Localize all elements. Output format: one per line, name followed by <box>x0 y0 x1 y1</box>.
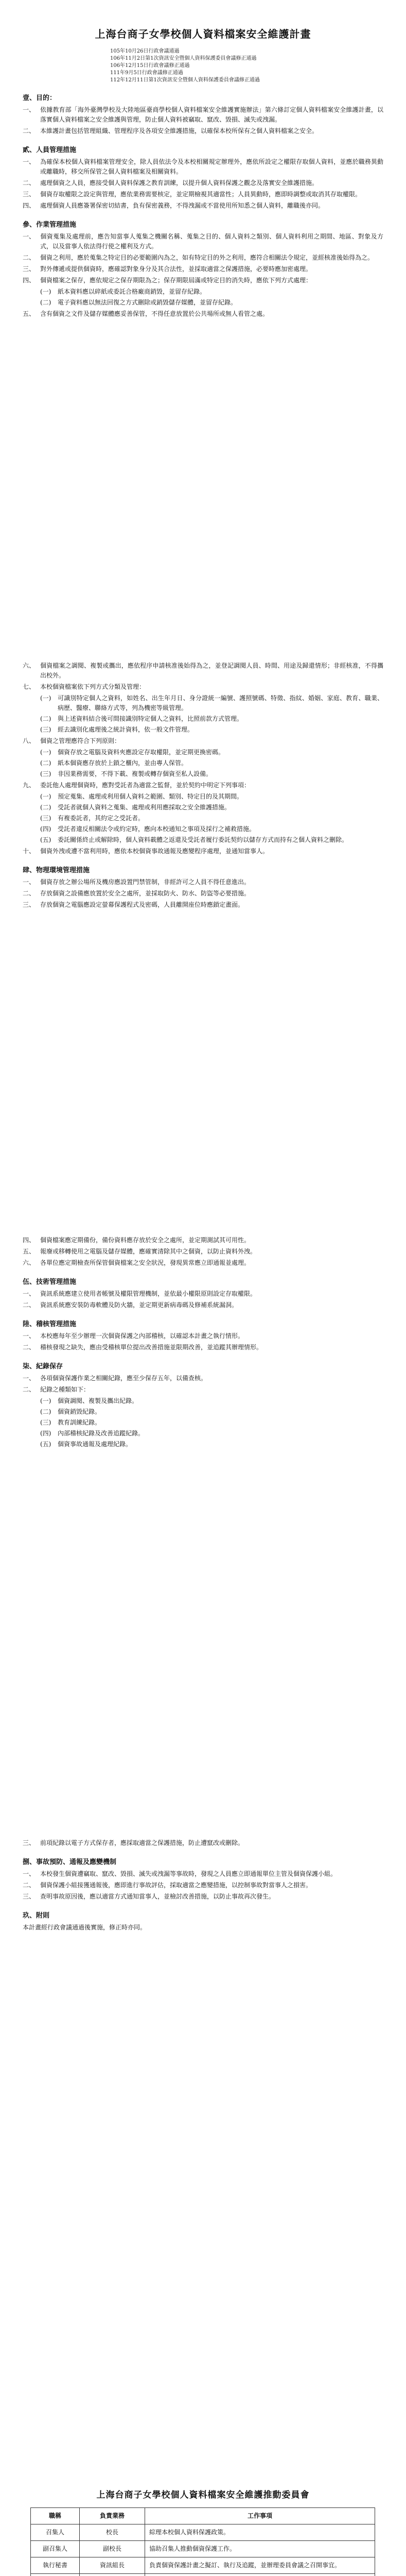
section-heading: 肆、物理環境管理措施 <box>23 867 90 874</box>
item-number: 二、 <box>23 1882 36 1889</box>
sub-item <box>40 287 383 297</box>
list-item <box>23 846 383 856</box>
sub-item-text: 個資存放之電腦及資料夾應設定存取權限，並定期更換密碼。 <box>58 749 225 756</box>
sub-item-number: (一) <box>40 288 51 295</box>
item-number: 一、 <box>23 1332 36 1340</box>
column-header: 工作事項 <box>145 2508 375 2524</box>
sub-item-text: 受託者違反相關法令或約定時，應向本校通知之事項及採行之補救措施。 <box>58 825 256 833</box>
item-number: 四、 <box>23 277 36 284</box>
item-text: 個資檔案應定期備份，備份資料應存放於安全之處所，並定期測試其可用性。 <box>40 1236 251 1244</box>
item-text: 存放個資之電腦應設定螢幕保護程式及密碼，人員離開座位時應鎖定畫面。 <box>40 901 244 908</box>
table-row <box>31 2541 375 2557</box>
item-number: 十、 <box>23 848 36 855</box>
sheet-2 <box>23 659 383 1175</box>
item-number: 二、 <box>23 890 36 897</box>
item-text: 個資存取權限之設定與管理，應依業務需要核定，並定期檢視其適當性；人員異動時，應即時調整或取消其存取權限。 <box>40 191 362 198</box>
sub-item-text: 可識別特定個人之資料，如姓名、出生年月日、身分證統一編號、護照號碼、特徵、指紋、婚姻、家庭、教育、職業、病歷、醫療、聯絡方式等，列為機密等級管理。 <box>58 694 383 711</box>
table-cell <box>80 2574 145 2576</box>
list-item <box>23 1343 383 1352</box>
list-item <box>23 682 383 692</box>
list-item <box>23 1892 383 1902</box>
item-number: 二、 <box>23 179 36 187</box>
item-number: 三、 <box>23 1893 36 1900</box>
sub-item <box>40 298 383 308</box>
item-text: 個資存放之辦公場所及機房應設置門禁管制，非經許可之人員不得任意進出。 <box>40 878 251 886</box>
sheet-3 <box>23 1234 383 1775</box>
sub-item-number: (二) <box>40 1408 51 1415</box>
item-text: 個資檔案之調閱、複製或攜出，應依程序申請核准後始得為之，並登記調閱人員、時間、用途及歸還情形；非經核准，不得攜出校外。 <box>40 662 383 679</box>
list-item <box>23 126 383 136</box>
sub-item-text: 受託者就個人資料之蒐集、處理或利用應採取之安全維護措施。 <box>58 804 231 811</box>
section-heading: 貳、人員管理措施 <box>23 146 77 154</box>
list-item <box>23 900 383 910</box>
item-text: 委託他人處理個資時，應對受託者為適當之監督，並於契約中明定下列事項： <box>40 782 251 789</box>
item-text: 資訊系統應安裝防毒軟體及防火牆，並定期更新病毒碼及修補系統漏洞。 <box>40 1301 238 1309</box>
table-row <box>31 2557 375 2574</box>
table-cell: 協助召集人推動個資保護工作。 <box>145 2541 375 2557</box>
approval-history <box>110 48 383 84</box>
item-number: 一、 <box>23 106 36 113</box>
section-heading: 玖、附則 <box>23 1912 50 1920</box>
sub-item-number: (一) <box>40 694 51 702</box>
item-text: 個資檔案之保存，應依規定之保存期限為之；保存期限屆滿或特定目的消失時，應依下列方式處理： <box>40 277 312 284</box>
item-text: 各單位應定期檢查所保管個資檔案之安全狀況，發現異常應立即通報並處理。 <box>40 1259 251 1266</box>
list-item <box>23 1258 383 1268</box>
item-number: 六、 <box>23 662 36 669</box>
approval-line: 112年12月11日第1次資訊安全暨個人資料保護委員會議修正通過 <box>110 77 260 83</box>
item-text: 存放個資之設備應放置於安全之處所，並採取防火、防水、防盜等必要措施。 <box>40 890 251 897</box>
sub-item-text: 個資事故通報及處理紀錄。 <box>58 1440 132 1448</box>
section-heading: 捌、事故預防、通報及應變機制 <box>23 1858 117 1866</box>
table-cell: 資訊組長 <box>80 2557 145 2574</box>
item-number: 二、 <box>23 1344 36 1351</box>
item-number: 四、 <box>23 202 36 209</box>
list-item <box>23 1300 383 1310</box>
sub-item-number: (二) <box>40 715 51 722</box>
sub-item <box>40 693 383 713</box>
sub-item-number: (三) <box>40 1419 51 1426</box>
sub-item-text: 個資調閱、複製及攜出紀錄。 <box>58 1397 138 1404</box>
list-item <box>23 232 383 251</box>
sub-item-text: 與上述資料結合後可間接識別特定個人之資料，比照前款方式管理。 <box>58 715 243 722</box>
column-header: 負責業務 <box>80 2508 145 2524</box>
sub-item <box>40 714 383 724</box>
sub-item-number: (一) <box>40 749 51 756</box>
item-number: 九、 <box>23 782 36 789</box>
list-item <box>23 1331 383 1341</box>
sub-item <box>40 814 383 823</box>
item-text: 個資蒐集及處理前，應告知當事人蒐集之機關名稱、蒐集之目的、個人資料之類別、個人資料利用之期間、地區、對象及方式，以及當事人依法得行使之權利及方式。 <box>40 233 383 250</box>
list-item <box>23 1385 383 1395</box>
list-item <box>23 1880 383 1890</box>
sub-item <box>40 1396 383 1406</box>
sheet-5 <box>23 2478 383 2576</box>
table-cell: 校長 <box>80 2524 145 2541</box>
sub-item <box>40 1439 383 1449</box>
item-text: 資訊系統應建立使用者帳號及權限管理機制，並依最小權限原則設定存取權限。 <box>40 1290 257 1297</box>
table-header-row <box>31 2508 375 2524</box>
list-item <box>23 264 383 274</box>
sub-item-text: 教育訓練紀錄。 <box>58 1419 101 1426</box>
item-number: 五、 <box>23 310 36 317</box>
approval-line: 106年11月2日第1次資訊安全暨個人資料保護委員會議修正通過 <box>110 56 257 61</box>
sub-item-text: 內部稽核紀錄及改善追蹤紀錄。 <box>58 1430 145 1437</box>
item-number: 一、 <box>23 233 36 240</box>
list-item <box>23 877 383 887</box>
sub-item-number: (二) <box>40 759 51 767</box>
approval-line: 106年12月15日行政會議修正通過 <box>110 63 190 69</box>
sub-item-number: (三) <box>40 726 51 733</box>
sub-item-text: 紙本個資應存放於上鎖之櫃內，並由專人保管。 <box>58 759 188 767</box>
list-item <box>23 661 383 681</box>
item-text: 紀錄之種類如下： <box>40 1386 90 1393</box>
list-item <box>23 253 383 263</box>
table-cell: 召集人 <box>31 2524 80 2541</box>
list-item <box>23 1235 383 1245</box>
committee-table <box>30 2507 375 2576</box>
item-text: 本校個資檔案依下列方式分類及管理： <box>40 683 146 690</box>
section-heading: 伍、技術管理措施 <box>23 1278 77 1286</box>
item-number: 七、 <box>23 683 36 690</box>
item-number: 二、 <box>23 127 36 134</box>
sub-item-number: (四) <box>40 825 51 833</box>
list-item <box>23 1247 383 1257</box>
item-text: 查明事故原因後，應以適當方式通知當事人，並檢討改善措施，以防止事故再次發生。 <box>40 1893 275 1900</box>
sub-item <box>40 725 383 735</box>
item-number: 一、 <box>23 878 36 886</box>
item-number: 四、 <box>23 1236 36 1244</box>
column-header: 職稱 <box>31 2508 80 2524</box>
item-number: 二、 <box>23 254 36 261</box>
item-text: 各項個資保護作業之相關紀錄，應至少保存五年，以備查核。 <box>40 1375 207 1382</box>
table-cell: 副召集人 <box>31 2541 80 2557</box>
item-text: 個資保護小組接獲通報後，應即進行事故評估，採取適當之應變措施，以控制事故對當事人之損害。 <box>40 1882 312 1889</box>
list-item <box>23 1374 383 1383</box>
table-cell: 負責個資保護計畫之擬訂、執行及追蹤，並辦理委員會議之召開事宜。 <box>145 2557 375 2574</box>
sub-item <box>40 769 383 779</box>
sub-item-number: (三) <box>40 815 51 822</box>
closing-paragraph: 本計畫經行政會議通過後實施，修正時亦同。 <box>23 1924 147 1931</box>
item-text: 依據教育部「海外臺灣學校及大陸地區臺商學校個人資料檔案安全維護實施辦法」第六條訂定個人資料檔案安全維護計畫，以落實個人資料檔案之安全維護與管理，防止個人資料被竊取、竄改、毀損、滅失或洩漏。 <box>40 106 383 123</box>
sub-item-text: 電子資料應以無法回復之方式刪除或銷毀儲存媒體，並留存紀錄。 <box>58 299 237 306</box>
item-text: 本維護計畫包括管理組織、管理程序及各項安全維護措施，以確保本校所保有之個人資料檔案之安全。 <box>40 127 319 134</box>
table-cell: 執行秘書 <box>31 2557 80 2574</box>
sheet-4 <box>23 1837 383 2352</box>
item-number: 八、 <box>23 737 36 744</box>
sub-item-text: 個資銷毀紀錄。 <box>58 1408 101 1415</box>
table-cell <box>31 2574 80 2576</box>
approval-line: 111年9月5日行政會議修正通過 <box>110 70 183 76</box>
document-title: 上海台商子女學校個人資料檔案安全維護計畫 <box>95 28 311 40</box>
item-text: 處理個資人員應簽署保密切結書，負有保密義務，不得洩漏或不當使用所知悉之個人資料，離職後亦同。 <box>40 202 325 209</box>
list-item <box>23 157 383 177</box>
sub-item-number: (五) <box>40 1440 51 1448</box>
sub-item <box>40 835 383 845</box>
item-text: 稽核發現之缺失，應由受稽核單位提出改善措施並限期改善，並追蹤其辦理情形。 <box>40 1344 263 1351</box>
list-item <box>23 178 383 188</box>
list-item <box>23 276 383 285</box>
item-text: 前項紀錄以電子方式保存者，應採取適當之保護措施，防止遭竄改或刪除。 <box>40 1839 244 1846</box>
item-text: 處理個資之人員，應接受個人資料保護之教育訓練，以提升個人資料保護之觀念及落實安全維護措施。 <box>40 179 319 187</box>
item-number: 三、 <box>23 191 36 198</box>
item-number: 二、 <box>23 1386 36 1393</box>
item-text: 本校發生個資遭竊取、竄改、毀損、滅失或洩漏等事故時，發現之人員應立即通報單位主管及個資保護小組。 <box>40 1870 337 1877</box>
list-item <box>23 889 383 899</box>
sub-item-text: 非因業務需要，不得下載、複製或轉存個資至私人設備。 <box>58 770 213 777</box>
item-text: 報廢或移轉使用之電腦及儲存媒體，應確實清除其中之個資，以防止資料外洩。 <box>40 1248 257 1255</box>
section-heading: 壹、目的： <box>23 94 57 102</box>
list-item <box>23 201 383 211</box>
sub-item <box>40 1407 383 1417</box>
item-text: 對外傳遞或提供個資時，應確認對象身分及其合法性，並採取適當之保護措施，必要時應加密處理。 <box>40 265 312 273</box>
item-number: 一、 <box>23 1290 36 1297</box>
sub-item-number: (五) <box>40 836 51 843</box>
item-number: 三、 <box>23 901 36 908</box>
sub-item <box>40 1418 383 1428</box>
item-text: 本校應每年至少辦理一次個資保護之內部稽核，以確認本計畫之執行情形。 <box>40 1332 244 1340</box>
item-text: 為確保本校個人資料檔案管理安全，除人員依法令及本校相關規定辦理外，應依所設定之權限存取個人資料，並應於職務異動或離職時，移交所保管之個人資料檔案及相關資料。 <box>40 158 383 175</box>
sub-item-text: 經去識別化處理後之統計資料，依一般文件管理。 <box>58 726 194 733</box>
table-cell <box>145 2574 375 2576</box>
sub-item-number: (一) <box>40 793 51 800</box>
sub-item-text: 預定蒐集、處理或利用個人資料之範圍、類別、特定目的及其期間。 <box>58 793 243 800</box>
item-text: 個資外洩或遭不當利用時，應依本校個資事故通報及應變程序處理，並通知當事人。 <box>40 848 269 855</box>
sub-item-number: (二) <box>40 299 51 306</box>
sub-item-text: 委託關係終止或解除時，個人資料載體之返還及受託者履行委託契約以儲存方式而持有之個人資料之刪除。 <box>58 836 348 843</box>
item-text: 個資之利用，應於蒐集之特定目的必要範圍內為之，如有特定目的外之利用，應符合相關法令規定，並經核准後始得為之。 <box>40 254 374 261</box>
item-number: 六、 <box>23 1259 36 1266</box>
approval-line: 105年10月26日行政會議通過 <box>110 48 180 54</box>
table-cell: 副校長 <box>80 2541 145 2557</box>
item-number: 三、 <box>23 265 36 273</box>
item-number: 一、 <box>23 1870 36 1877</box>
item-number: 二、 <box>23 1301 36 1309</box>
section-heading: 柒、紀錄保存 <box>23 1363 63 1370</box>
table-cell: 綜理本校個人資料保護政策。 <box>145 2524 375 2541</box>
list-item <box>23 1289 383 1299</box>
sub-item-text: 紙本資料應以碎紙或委託合格廠商銷毀，並留存紀錄。 <box>58 288 206 295</box>
item-text: 含有個資之文件及儲存媒體應妥善保管，不得任意放置於公共場所或無人看管之處。 <box>40 310 269 317</box>
sub-item-number: (三) <box>40 770 51 777</box>
sub-item-number: (一) <box>40 1397 51 1404</box>
list-item <box>23 781 383 790</box>
section-heading: 參、作業管理措施 <box>23 221 77 229</box>
list-item <box>23 1838 383 1848</box>
list-item <box>23 309 383 319</box>
item-number: 三、 <box>23 1839 36 1846</box>
item-number: 五、 <box>23 1248 36 1255</box>
item-number: 一、 <box>23 158 36 165</box>
list-item <box>23 1869 383 1879</box>
committee-title: 上海台商子女學校個人資料檔案安全維護推動委員會 <box>96 2490 310 2500</box>
sheet-1 <box>23 26 383 608</box>
sub-item <box>40 824 383 834</box>
list-item <box>23 105 383 125</box>
sub-item-number: (四) <box>40 1430 51 1437</box>
sub-item <box>40 748 383 757</box>
sub-item <box>40 803 383 812</box>
table-row <box>31 2524 375 2541</box>
sub-item <box>40 792 383 802</box>
sub-item <box>40 758 383 768</box>
table-row <box>31 2574 375 2576</box>
section-heading: 陸、稽核管理措施 <box>23 1320 77 1328</box>
item-number: 一、 <box>23 1375 36 1382</box>
item-text: 個資之管理應符合下列原則： <box>40 737 121 744</box>
sub-item-number: (二) <box>40 804 51 811</box>
list-item <box>23 736 383 746</box>
list-item <box>23 190 383 199</box>
sub-item <box>40 1429 383 1438</box>
sub-item-text: 有複委託者，其約定之受託者。 <box>58 815 145 822</box>
